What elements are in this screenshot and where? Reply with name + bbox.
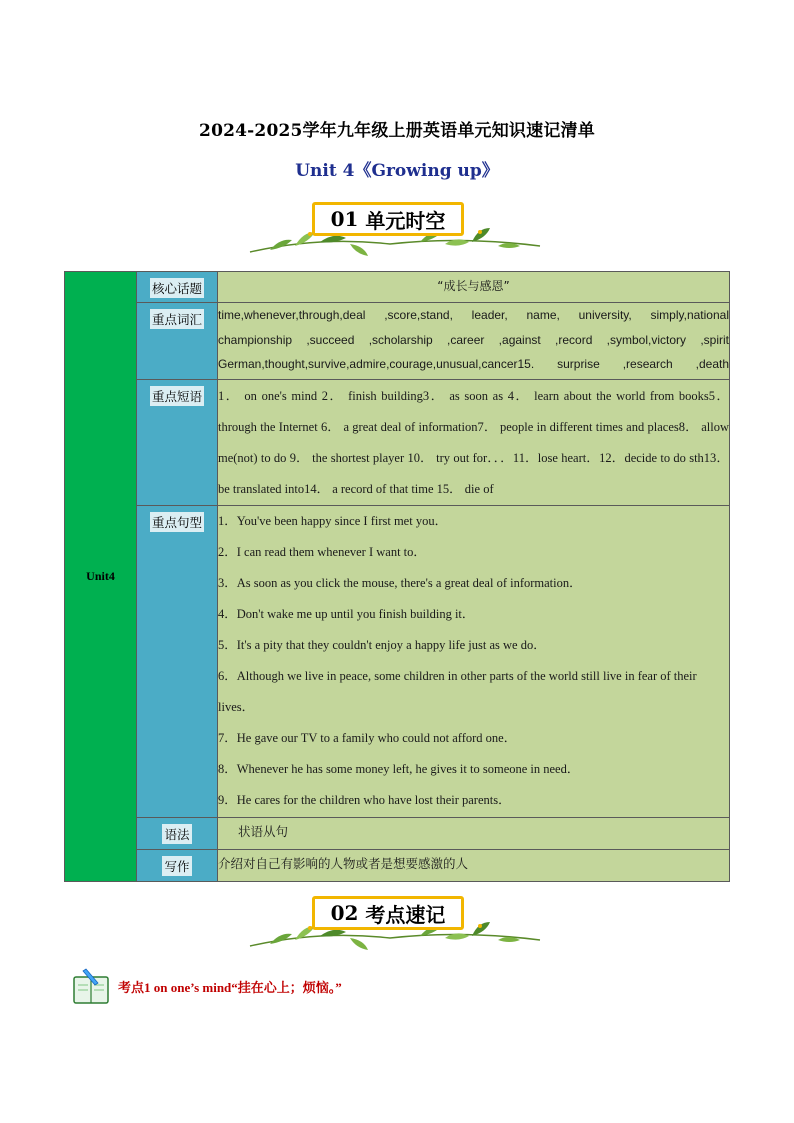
page-title: 2024-2025学年九年级上册英语单元知识速记清单 — [199, 121, 595, 141]
section-number: 02 — [330, 901, 359, 925]
section-number: 01 — [330, 207, 359, 231]
sentence-item: 6．Although we live in peace, some children in other parts of the world still live in fear of their lives． — [218, 669, 697, 714]
row-content-vocab — [218, 303, 730, 380]
row-label-writing — [137, 850, 218, 882]
label-text: 重点句型 — [150, 512, 204, 532]
row-label-topic — [137, 272, 218, 303]
sentence-item: 5．It's a pity that they couldn't enjoy a happy life just as we do． — [218, 638, 546, 652]
section-header-01 — [240, 200, 550, 260]
page-subtitle: Unit 4《Growing up》 — [295, 161, 499, 181]
row-label-vocab — [137, 303, 218, 380]
section-title: 考点速记 — [365, 902, 446, 927]
row-label-grammar — [137, 818, 218, 850]
unit-cell: Unit4 — [65, 272, 137, 882]
phrases-text: 1． on one's mind 2． finish building3． as soon as 4． learn about the world from books5． through the Internet 6． a great deal of information7． people in different times and places8． allow me(not) to do 9． the shortest player 10． try out for．．．11．lose heart．12．decide to do sth13． be translated into14． a record of that time 15． die of — [218, 389, 729, 496]
section-label-01 — [312, 202, 464, 236]
sentence-item: 1．You've been happy since I first met you． — [218, 514, 448, 528]
writing-text: 介绍对自己有影响的人物或者是想要感激的人 — [218, 856, 469, 871]
sentence-list — [218, 506, 729, 816]
row-content-topic — [218, 272, 730, 303]
topic-text: “成长与感恩” — [437, 279, 510, 293]
section-header-02 — [240, 894, 550, 954]
sentence-item: 4．Don't wake me up until you finish building it． — [218, 607, 475, 621]
row-label-phrases — [137, 380, 218, 506]
row-content-grammar — [218, 818, 730, 850]
section-label-02 — [312, 896, 464, 930]
label-text: 语法 — [162, 824, 191, 844]
sentence-item: 2．I can read them whenever I want to． — [218, 545, 426, 559]
exam-point-1 — [72, 966, 342, 1006]
vocab-text: time,whenever,through,deal ,score,stand, leader, name, university, simply,national championship ,succeed ,scholarship ,career ,against ,record ,symbol,victory ,spirit German,thought,survive,admire,courage,unusual,cancer15. surprise ,research ,death — [218, 308, 729, 371]
notebook-pencil-icon — [72, 967, 112, 1005]
label-text: 核心话题 — [150, 278, 204, 298]
sentence-item: 3．As soon as you click the mouse, there's a great deal of information． — [218, 576, 582, 590]
unit-summary-table — [64, 271, 730, 882]
sentence-item: 8．Whenever he has some money left, he gives it to someone in need． — [218, 762, 580, 776]
row-label-sentences — [137, 506, 218, 818]
section-title: 单元时空 — [365, 208, 446, 233]
label-text: 写作 — [162, 856, 191, 876]
row-content-writing — [218, 850, 730, 882]
exam-point-text: 考点1 on one’s mind“挂在心上；烦恼。” — [118, 979, 342, 995]
row-content-sentences — [218, 506, 730, 818]
label-text: 重点词汇 — [150, 309, 204, 329]
sentence-item: 9．He cares for the children who have lost their parents． — [218, 793, 511, 807]
sentence-item: 7．He gave our TV to a family who could not afford one． — [218, 731, 517, 745]
row-content-phrases — [218, 380, 730, 506]
grammar-text: 状语从句 — [238, 824, 289, 839]
label-text: 重点短语 — [150, 386, 204, 406]
